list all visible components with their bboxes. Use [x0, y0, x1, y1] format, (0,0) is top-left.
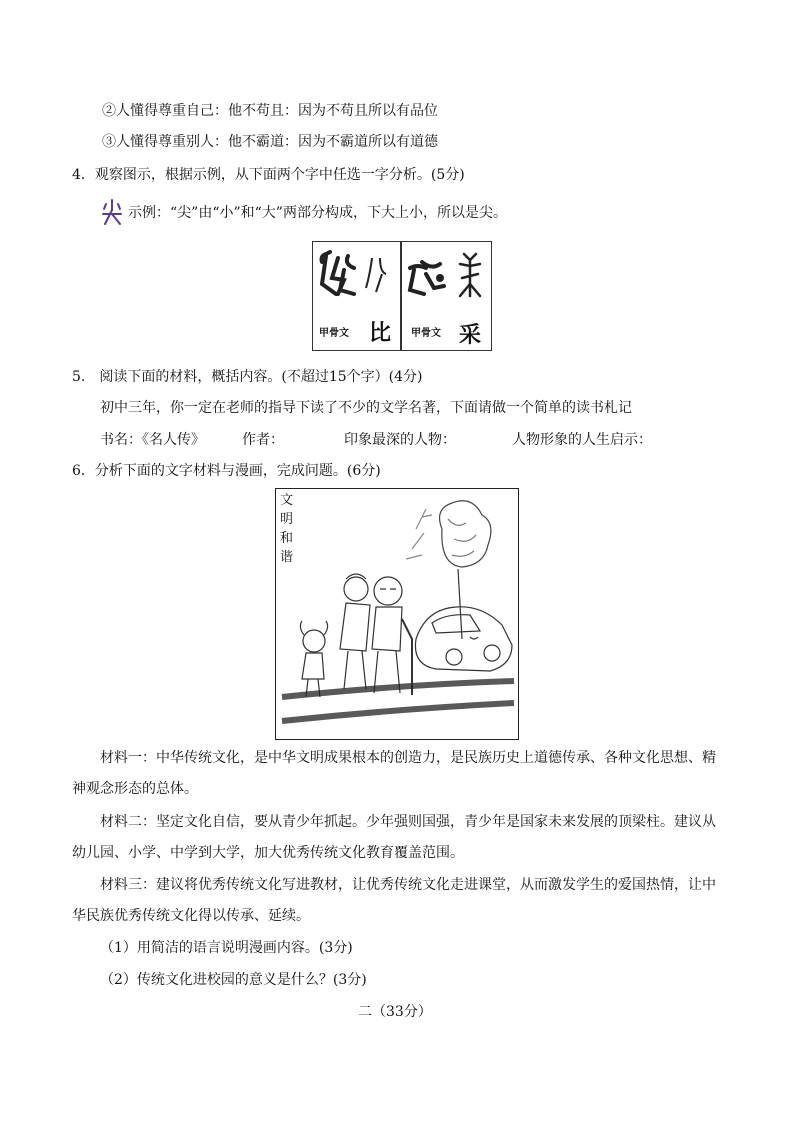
- material-2-line-2: 幼儿园、小学、中学到大学，加大优秀传统文化教育覆盖范围。: [72, 845, 464, 861]
- material-2-line-1: 材料二：坚定文化自信，要从青少年抓起。少年强则国强，青少年是国家未来发展的顶梁柱。建议从: [100, 814, 716, 830]
- question-5-intro: 初中三年，你一定在老师的指导下读了不少的文学名著，下面请做一个简单的读书札记: [100, 400, 632, 416]
- cartoon-title: 文明和谐: [280, 493, 294, 565]
- jian-character-icon: [100, 199, 124, 225]
- modern-char-bi: 比: [369, 321, 392, 346]
- statement-3: ③人懂得尊重别人：他不霸道：因为不霸道所以有道德: [102, 134, 438, 150]
- material-1-line-2: 神观念形态的总体。: [72, 781, 198, 797]
- question-4-example: 示例：“尖”由“小”和“大”两部分构成，下大上小，所以是尖。: [128, 205, 507, 221]
- section-heading: 二（33分）: [358, 1004, 432, 1020]
- material-3-line-2: 华民族优秀传统文化得以传承、延续。: [72, 908, 310, 924]
- question-6: 6．分析下面的文字材料与漫画，完成问题。(6分): [72, 463, 381, 479]
- material-1-line-1: 材料一：中华传统文化，是中华文明成果根本的创造力，是民族历史上道德传承、各种文化思想、精: [100, 750, 716, 766]
- oracle-bi-glyph: [314, 244, 399, 316]
- cartoon-illustration: [276, 489, 518, 739]
- statement-2: ②人懂得尊重自己：他不苟且：因为不苟且所以有品位: [102, 103, 438, 119]
- question-5: 5. 阅读下面的材料，概括内容。(不超过15个字）(4分): [72, 369, 423, 385]
- modern-char-cai: 采: [459, 323, 482, 348]
- question-4: 4．观察图示，根据示例，从下面两个字中任选一字分析。(5分): [72, 167, 465, 183]
- figure-divider: [400, 242, 402, 350]
- civilization-cartoon: [275, 488, 519, 740]
- oracle-caption-right: 甲骨文: [411, 328, 441, 339]
- material-3-line-1: 材料三：建议将优秀传统文化写进教材，让优秀传统文化走进课堂，从而激发学生的爱国热情，让中: [100, 877, 716, 893]
- reading-note-person: 印象最深的人物：: [344, 432, 456, 448]
- oracle-bone-figure: [312, 241, 492, 351]
- oracle-caption-left: 甲骨文: [319, 328, 349, 339]
- sub-question-2: （2）传统文化进校园的意义是什么？(3分): [100, 972, 367, 988]
- oracle-cai-glyph: [404, 244, 489, 316]
- reading-note-lesson: 人物形象的人生启示：: [512, 432, 652, 448]
- reading-note-book: 书名：《名人传》: [100, 432, 205, 448]
- reading-note-author: 作者：: [242, 432, 284, 448]
- sub-question-1: （1）用简洁的语言说明漫画内容。(3分): [100, 940, 353, 956]
